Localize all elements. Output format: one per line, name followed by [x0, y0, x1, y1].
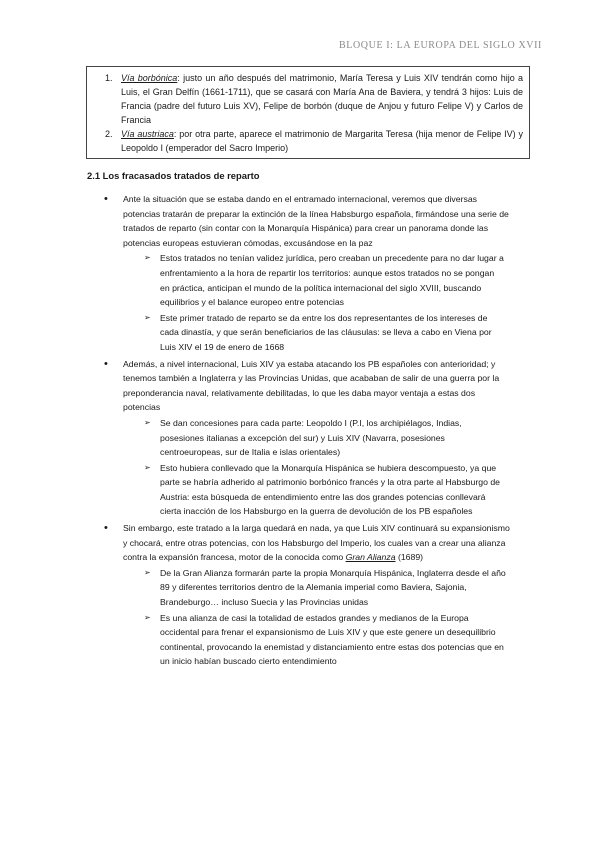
item-number: 2.: [105, 129, 113, 139]
bullet-text-tail: (1689): [395, 552, 424, 563]
bullet-text: Además, a nivel internacional, Luis XIV ya estaba atacando los PB españoles con anterioridad; y tenemos también a Inglaterra y las Provincias Unidas, que acababan de salir de una guerra por la preponderancia naval, relativamente debilitadas, lo que les daba mayor ventaja a estas dos potencias: [123, 358, 500, 413]
arrow-icon: ➢: [144, 567, 151, 577]
sub-bullet: [144, 566, 506, 610]
sub-bullet: [144, 416, 506, 460]
bullet-icon: •: [104, 357, 108, 370]
sub-bullet-text: De la Gran Alianza formarán parte la propia Monarquía Hispánica, Inglaterra desde el año 89 y diferentes territorios dentro de la Alemania imperial como Baviera, Sajonia, Brandeburgo… incluso Suecia y las Provincias unidas: [160, 567, 506, 608]
section-title: 2.1 Los fracasados tratados de reparto: [87, 170, 260, 181]
arrow-icon: ➢: [144, 253, 151, 263]
box-item: [93, 71, 523, 127]
sub-bullet: [144, 311, 506, 355]
arrow-icon: ➢: [144, 312, 151, 322]
bullet-icon: •: [104, 522, 108, 535]
item-text: : por otra parte, aparece el matrimonio de Margarita Teresa (hija menor de Felipe IV) y Leopoldo I (emperador del Sacro Imperio): [121, 129, 523, 153]
box-item: [93, 127, 523, 155]
arrow-icon: ➢: [144, 612, 151, 622]
arrow-icon: ➢: [144, 462, 151, 472]
sub-bullet-text: Este primer tratado de reparto se da entre los dos representantes de los intereses de cada dinastía, y que serán beneficiarios de las cláusulas: se lleva a cabo en Viena por Luis XIV el 19 de enero de 1668: [160, 312, 492, 352]
item-number: 1.: [105, 73, 113, 83]
item-title: Vía austriaca: [121, 129, 174, 139]
page-header: BLOQUE I: LA EUROPA DEL SIGLO XVII: [339, 40, 542, 51]
sub-bullet: [144, 611, 506, 669]
sub-bullet-text: Se dan concesiones para cada parte: Leopoldo I (P.I, los archipiélagos, Indias, posesiones italianas a excepción del sur) y Luis XIV (Navarra, posesiones centroeuropeas, sur de Italia e islas orientales): [160, 417, 462, 458]
sub-bullet: [144, 461, 506, 519]
sub-bullet-text: Es una alianza de casi la totalidad de estados grandes y medianos de la Europa occidental para frenar el expansionismo de Luis XIV y que este genere un desequilibrio continental, provocando la enemistad y distanciamiento entre estas dos potencias que en un inicio habían buscado cierto entendimiento: [160, 612, 504, 667]
bullet-item: [104, 192, 513, 355]
sub-bullet: [144, 251, 506, 309]
bullet-item: [104, 357, 513, 520]
gran-alianza-term: Gran Alianza: [345, 552, 396, 563]
bullet-item: [104, 521, 513, 669]
sub-bullet-text: Estos tratados no tenían validez jurídica, pero creaban un precedente para no dar lugar a enfrentamiento a la hora de repartir los territorios: aunque estos tratados no se pongan en práctica, anticipan el mundo de la política internacional del siglo XVIII, buscando equilibrios y el balance europeo entre potencias: [160, 253, 504, 308]
item-text: : justo un año después del matrimonio, María Teresa y Luis XIV tendrán como hijo a Luis, el Gran Delfín (1661-1711), que se casará con María Ana de Baviera, y tendrá 3 hijos: Luis de Francia (padre del futuro Luis XV), Felipe de borbón (duque de Anjou y futuro Felipe V) y Carlos de Francia: [121, 73, 524, 125]
arrow-icon: ➢: [144, 417, 151, 427]
bullet-icon: •: [104, 193, 108, 205]
dynasty-box: [86, 66, 530, 159]
content: [0, 190, 600, 669]
bullet-text: [123, 521, 513, 565]
bullet-text: Ante la situación que se estaba dando en el entramado internacional, veremos que diversas potencias tratarán de preparar la extinción de la línea Habsburgo española, firmándose una serie de tratados de reparto (sin contar con la Monarquía Hispánica) para crear un panorama donde las potencias europeas estuvieran cómodas, excusándose en la paz: [123, 194, 509, 248]
bullet-text-main: Sin embargo, este tratado a la larga quedará en nada, ya que Luis XIV continuará su expansionismo y chocará, entre otras potencias, con los Habsburgo del Imperio, los cuales van a crear una alianza contra la expansión francesa, motor de la conocida como: [123, 523, 510, 563]
sub-bullet-text: Esto hubiera conllevado que la Monarquía Hispánica se hubiera descompuesto, ya que parte se habría adherido al patrimonio borbónico francés y la otra parte al Habsburgo de Austria: esta búsqueda de entendimiento entre las dos grandes potencias conllevará cierta inacción de los Habsburgo en la guerra de devolución de los PB españoles: [160, 462, 500, 517]
item-title: Vía borbónica: [121, 73, 178, 83]
